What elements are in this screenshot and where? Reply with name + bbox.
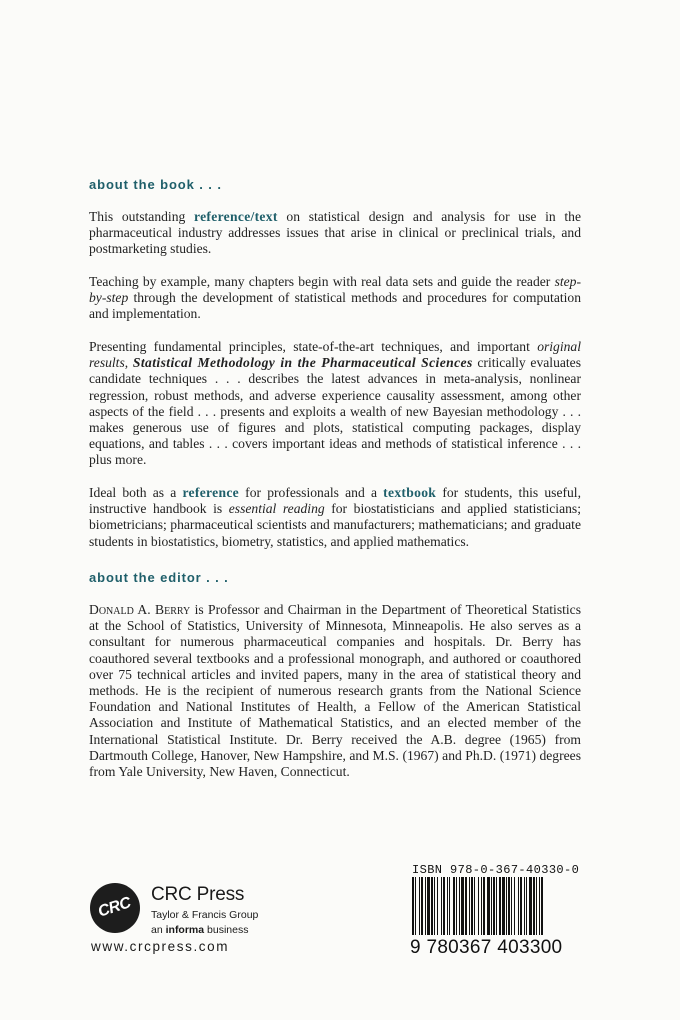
textbook-bold: textbook [383, 485, 437, 500]
essential-reading-italic: essential reading [228, 501, 325, 517]
book-paragraph-2: Teaching by example, many chapters begin with real data sets and guide the reader step-by-step through the development of statistical methods and procedures for computation and implementation. [89, 274, 581, 322]
step-by-step-italic: step-by-step [89, 274, 581, 306]
reference-bold: reference [182, 485, 239, 500]
publisher-name: CRC Press [151, 884, 245, 905]
publisher-url: www.crcpress.com [91, 939, 230, 954]
original-results-italic: original results [89, 339, 581, 371]
crc-logo-text: CRC [96, 894, 134, 921]
book-paragraph-3: Presenting fundamental principles, state-of-the-art techniques, and important original results, Statistical Methodology in the Pharmaceutical Sciences critically evaluates candidate techniques . . . describes the latest advances in meta-analysis, nonlinear regression, robust methods, and adverse experience causality assessment, among other aspects of the field . . . presents and exploits a wealth of new Bayesian methodology . . . makes generous use of figures and plots, statistical computing packages, display equations, and tables . . . covers important ideas and methods of statistical inference . . . plus more. [89, 339, 582, 468]
book-paragraph-1: This outstanding reference/text on statistical design and analysis for use in the pharmaceutical industry addresses issues that arise in clinical or preclinical trials, and postmarketing studies. [89, 209, 581, 257]
editor-bio: Donald A. Berry is Professor and Chairman in the Department of Theoretical Statistics at the School of Statistics, University of Minnesota, Minneapolis. He also serves as a consultant for numerous pharmaceutical companies and hospitals. Dr. Berry has coauthored several textbooks and a professional monograph, and authored or coauthored over 75 technical articles and invited papers, many in the area of statistical theory and methods. He is the recipient of numerous research grants from the National Science Foundation and National Institutes of Health, a Fellow of the American Statistical Association and Institute of Mathematical Statistics, and an elected member of the International Statistical Institute. Dr. Berry received the A.B. degree (1965) from Dartmouth College, Hanover, New Hampshire, and M.S. (1967) and Ph.D. (1971) degrees from Yale University, New Haven, Connecticut. [89, 602, 581, 780]
isbn-label: ISBN 978-0-367-40330-0 [412, 863, 580, 877]
barcode-digits: 9 780367 403300 [410, 937, 563, 958]
publisher-business: an informa business [151, 924, 249, 936]
crc-logo [90, 883, 140, 933]
editor-name: Donald A. Berry [89, 602, 191, 617]
about-editor-heading: about the editor . . . [89, 570, 229, 585]
publisher-group: Taylor & Francis Group [151, 909, 259, 921]
about-book-heading: about the book . . . [89, 177, 222, 192]
reference-text-bold: reference/text [194, 209, 278, 224]
book-title: Statistical Methodology in the Pharmaceutical Sciences [132, 355, 473, 371]
book-paragraph-4: Ideal both as a reference for professionals and a textbook for students, this useful, instructive handbook is essential reading for biostatisticians and applied statisticians; biometricians; pharmaceutical scientists and manufacturers; mathematicians; and graduate students in biostatistics, biometry, statistics, and applied mathematics. [89, 485, 581, 549]
isbn-barcode [410, 877, 586, 939]
